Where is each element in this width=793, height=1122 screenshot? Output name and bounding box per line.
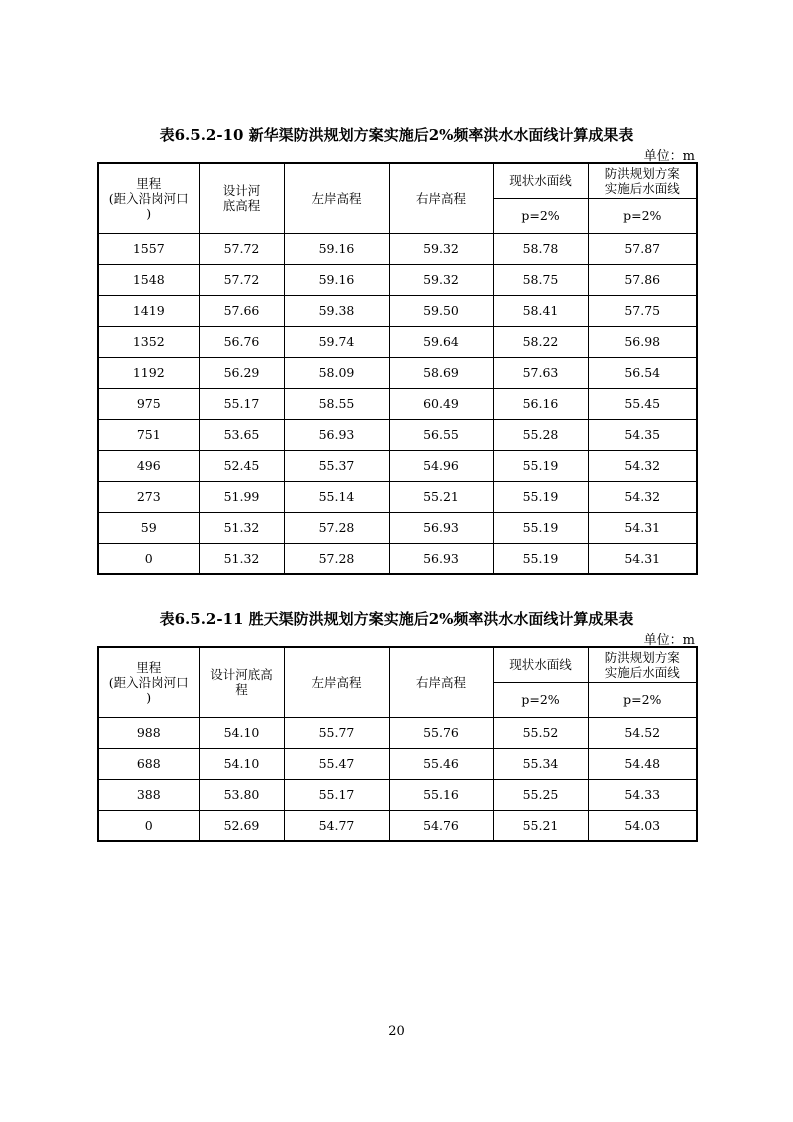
table-cell: 55.17 — [284, 779, 389, 810]
table-row — [98, 779, 697, 810]
table-cell: 53.65 — [199, 419, 284, 450]
table-cell: 1192 — [98, 357, 199, 388]
table-cell: 54.77 — [284, 810, 389, 841]
table-cell: 55.47 — [284, 748, 389, 779]
table-cell: 56.29 — [199, 357, 284, 388]
table-cell: 55.25 — [493, 779, 588, 810]
table-cell: 975 — [98, 388, 199, 419]
header-right: 右岸高程 — [389, 163, 493, 233]
table-row — [98, 717, 697, 748]
table-cell: 55.45 — [588, 388, 697, 419]
table-cell: 56.76 — [199, 326, 284, 357]
table-row — [98, 388, 697, 419]
table-cell: 57.28 — [284, 512, 389, 543]
table-cell: 55.21 — [493, 810, 588, 841]
table2-body — [98, 647, 697, 841]
table-cell: 58.75 — [493, 264, 588, 295]
table-cell: 58.09 — [284, 357, 389, 388]
table-cell: 55.76 — [389, 717, 493, 748]
table-cell: 57.75 — [588, 295, 697, 326]
header-p-planned: p=2% — [588, 198, 697, 233]
table1 — [97, 162, 698, 575]
table-cell: 1557 — [98, 233, 199, 264]
table-cell: 58.69 — [389, 357, 493, 388]
table-cell: 688 — [98, 748, 199, 779]
table1-title: 表6.5.2-10 新华渠防洪规划方案实施后2%频率洪水水面线计算成果表 — [159, 126, 634, 144]
table-cell: 56.93 — [284, 419, 389, 450]
table-cell: 0 — [98, 810, 199, 841]
table-cell: 57.72 — [199, 264, 284, 295]
table-cell: 59 — [98, 512, 199, 543]
table-cell: 54.32 — [588, 450, 697, 481]
table-cell: 56.98 — [588, 326, 697, 357]
table-cell: 55.77 — [284, 717, 389, 748]
table-row — [98, 419, 697, 450]
table-cell: 57.66 — [199, 295, 284, 326]
table-cell: 55.46 — [389, 748, 493, 779]
table-cell: 55.52 — [493, 717, 588, 748]
table-cell: 55.34 — [493, 748, 588, 779]
table-cell: 55.17 — [199, 388, 284, 419]
table-cell: 54.10 — [199, 748, 284, 779]
table-row — [98, 543, 697, 574]
table-cell: 496 — [98, 450, 199, 481]
header-mileage: 里程 (距入沿岗河口 ) — [98, 163, 199, 233]
table-cell: 55.14 — [284, 481, 389, 512]
table-cell: 59.74 — [284, 326, 389, 357]
table-cell: 54.31 — [588, 543, 697, 574]
table-cell: 54.33 — [588, 779, 697, 810]
table-row — [98, 450, 697, 481]
table-row — [98, 233, 697, 264]
table2-title: 表6.5.2-11 胜天渠防洪规划方案实施后2%频率洪水水面线计算成果表 — [159, 610, 634, 628]
table-cell: 273 — [98, 481, 199, 512]
table-cell: 58.55 — [284, 388, 389, 419]
table-cell: 56.16 — [493, 388, 588, 419]
table-cell: 58.22 — [493, 326, 588, 357]
table-cell: 59.16 — [284, 233, 389, 264]
table-cell: 54.31 — [588, 512, 697, 543]
header-planned: 防洪规划方案 实施后水面线 — [588, 163, 697, 198]
table-cell: 54.48 — [588, 748, 697, 779]
table-cell: 53.80 — [199, 779, 284, 810]
table-cell: 59.38 — [284, 295, 389, 326]
header-p-current: p=2% — [493, 198, 588, 233]
table-row — [98, 481, 697, 512]
table-cell: 55.19 — [493, 543, 588, 574]
table-cell: 51.32 — [199, 512, 284, 543]
table2 — [97, 646, 698, 842]
table-cell: 54.76 — [389, 810, 493, 841]
table-cell: 52.45 — [199, 450, 284, 481]
header-planned: 防洪规划方案 实施后水面线 — [588, 647, 697, 682]
table-cell: 55.16 — [389, 779, 493, 810]
table-cell: 59.16 — [284, 264, 389, 295]
table-cell: 54.96 — [389, 450, 493, 481]
table-cell: 56.55 — [389, 419, 493, 450]
table-cell: 57.86 — [588, 264, 697, 295]
table-cell: 0 — [98, 543, 199, 574]
table-cell: 58.41 — [493, 295, 588, 326]
header-mileage: 里程 (距入沿岗河口 ) — [98, 647, 199, 717]
table1-unit: 单位：m — [643, 149, 695, 164]
table-row — [98, 264, 697, 295]
table-cell: 55.19 — [493, 481, 588, 512]
table-row — [98, 512, 697, 543]
table2-unit: 单位：m — [643, 633, 695, 648]
table-cell: 54.32 — [588, 481, 697, 512]
table-cell: 59.32 — [389, 264, 493, 295]
table-cell: 751 — [98, 419, 199, 450]
table-cell: 1419 — [98, 295, 199, 326]
header-left: 左岸高程 — [284, 647, 389, 717]
table-cell: 51.99 — [199, 481, 284, 512]
table-row — [98, 326, 697, 357]
table-row — [98, 357, 697, 388]
header-p-planned: p=2% — [588, 682, 697, 717]
table-cell: 988 — [98, 717, 199, 748]
table-cell: 56.54 — [588, 357, 697, 388]
table-cell: 55.28 — [493, 419, 588, 450]
table-cell: 54.03 — [588, 810, 697, 841]
table-cell: 59.32 — [389, 233, 493, 264]
table-cell: 59.50 — [389, 295, 493, 326]
page-number: 20 — [388, 1024, 405, 1039]
table-cell: 57.63 — [493, 357, 588, 388]
header-bed: 设计河底高 程 — [199, 647, 284, 717]
header-bed: 设计河 底高程 — [199, 163, 284, 233]
table-cell: 55.37 — [284, 450, 389, 481]
table-cell: 55.19 — [493, 512, 588, 543]
table-cell: 55.21 — [389, 481, 493, 512]
table-cell: 58.78 — [493, 233, 588, 264]
table-cell: 60.49 — [389, 388, 493, 419]
table-cell: 57.72 — [199, 233, 284, 264]
table-cell: 52.69 — [199, 810, 284, 841]
header-left: 左岸高程 — [284, 163, 389, 233]
header-right: 右岸高程 — [389, 647, 493, 717]
table-cell: 54.52 — [588, 717, 697, 748]
table-cell: 59.64 — [389, 326, 493, 357]
table-cell: 388 — [98, 779, 199, 810]
table-cell: 57.28 — [284, 543, 389, 574]
table-row — [98, 295, 697, 326]
table-cell: 56.93 — [389, 543, 493, 574]
header-current: 现状水面线 — [493, 163, 588, 198]
table-cell: 1352 — [98, 326, 199, 357]
table1-body — [98, 163, 697, 574]
table-cell: 51.32 — [199, 543, 284, 574]
table-cell: 56.93 — [389, 512, 493, 543]
header-current: 现状水面线 — [493, 647, 588, 682]
table-cell: 57.87 — [588, 233, 697, 264]
table-cell: 1548 — [98, 264, 199, 295]
table-cell: 54.35 — [588, 419, 697, 450]
table-cell: 55.19 — [493, 450, 588, 481]
table-row — [98, 748, 697, 779]
table-row — [98, 810, 697, 841]
header-p-current: p=2% — [493, 682, 588, 717]
table-cell: 54.10 — [199, 717, 284, 748]
